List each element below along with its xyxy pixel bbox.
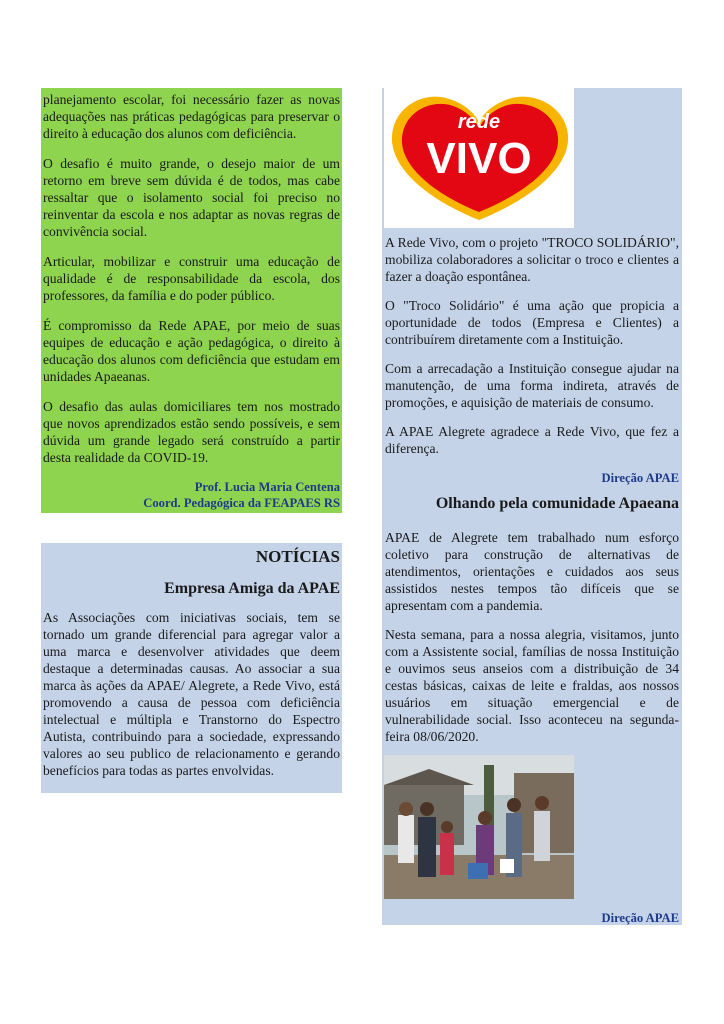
paragraph: O desafio é muito grande, o desejo maior de um retorno em breve sem dúvida é de todos, mas cabe ressaltar que o isolamento social foi preciso no reinventar da escola e nos adaptar as novas regras de convivência social. [43, 156, 340, 239]
paragraph: A Rede Vivo, com o projeto "TROCO SOLIDÁRIO", mobiliza colaboradores a solicitar o troco e clientes a fazer a doação espontânea. [385, 235, 679, 284]
right-column [382, 88, 682, 925]
paragraph: É compromisso da Rede APAE, por meio de suas equipes de educação e ação pedagógica, o direito à educação dos alunos com deficiência que estudam em unidades Apaeanas. [43, 318, 340, 384]
paragraph: planejamento escolar, foi necessário fazer as novas adequações nas práticas pedagógicas para preservar o direito à educação dos alunos com deficiência. [43, 92, 340, 141]
rede-vivo-logo [384, 88, 574, 228]
paragraph: Com a arrecadação a Instituição consegue ajudar na manutenção, de uma forma indireta, através de promoções, e aquisição de materiais de consumo. [385, 361, 679, 410]
news-heading: NOTÍCIAS [255, 547, 340, 566]
signature-bottom: Direção APAE [601, 911, 679, 925]
paragraph: A APAE Alegrete agradece a Rede Vivo, que fez a diferença. [385, 424, 679, 456]
signature: Direção APAE [601, 471, 679, 485]
community-photo [384, 755, 574, 899]
svg-text:VIVO: VIVO [426, 134, 532, 183]
paragraph: O "Troco Solidário" é uma ação que propicia a oportunidade de todos (Empresa e Clientes) a contribuírem diretamente com a Instituição. [385, 298, 679, 347]
paragraph: O desafio das aulas domiciliares tem nos mostrado que novos aprendizados estão sendo possíveis, e sem dúvida um grande legado será construído a partir desta realidade da COVID-19. [43, 399, 340, 465]
signature-name: Prof. Lucia Maria Centena [194, 480, 340, 494]
news-section [41, 543, 342, 793]
signature-role: Coord. Pedagógica da FEAPAES RS [143, 496, 340, 510]
article-continuation [41, 88, 342, 513]
svg-text:rede: rede [457, 111, 501, 133]
paragraph: Articular, mobilizar e construir uma educação de qualidade é de responsabilidade da escola, dos professores, da família e do poder público. [43, 254, 340, 303]
news-body: As Associações com iniciativas sociais, tem se tornado um grande diferencial para agregar valor a uma marca e desenvolver atividades que deem destaque a determinadas causas. Ao associar a sua marca às ações da APAE/ Alegrete, a Rede Vivo, está promovendo a causa de pessoa com deficiência intelectual e múltipla e Transtorno do Espectro Autista, contribuindo para a sociedade, expressando valores ao seu publico de relacionamento e gerando benefícios para todas as partes envolvidas. [43, 610, 340, 778]
news-subheading: Empresa Amiga da APAE [164, 580, 340, 597]
paragraph: APAE de Alegrete tem trabalhado num esforço coletivo para construção de alternativas de atendimentos, orientações e cuidados aos seus assistidos nestes tempos tão difíceis que se apresentam com a pandemia. [385, 530, 679, 613]
section-title: Olhando pela comunidade Apaeana [435, 495, 679, 512]
paragraph: Nesta semana, para a nossa alegria, visitamos, junto com a Assistente social, famílias de nossa Instituição e ouvimos seus anseios com a distribuição de 34 cestas básicas, caixas de leite e fraldas, aos nossos usuários em situação emergencial e de vulnerabilidade social. Isso aconteceu na segunda-feira 08/06/2020. [385, 627, 679, 744]
